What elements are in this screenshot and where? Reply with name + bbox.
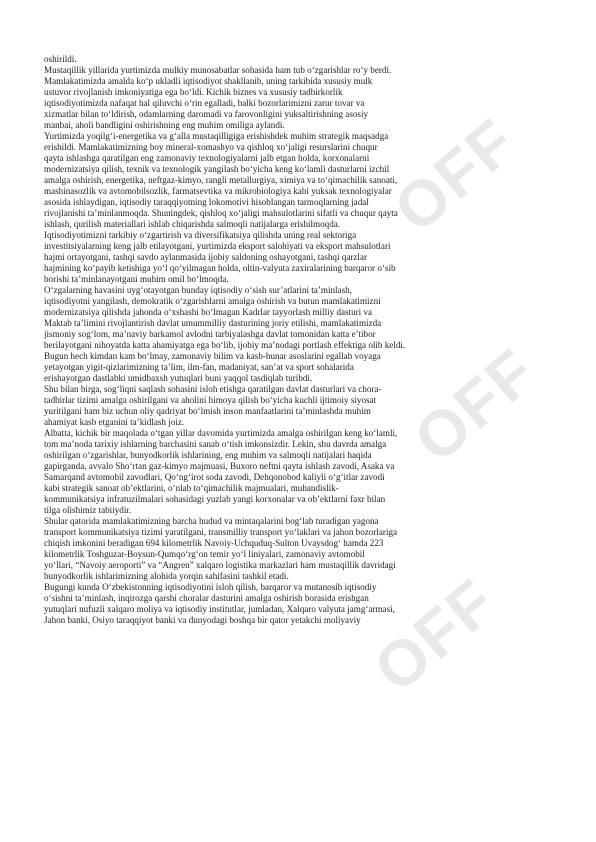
text-line: yo‘llari, “Navoiy aeroporti” va “Angren” xalqaro logistika markazlari ham mustaqillik davridagi — [44, 560, 396, 570]
text-line: Mamlakatimizda amalda ko‘p ukladli iqtisodiyot shakllanib, uning tarkibida xususiy mulk — [44, 76, 373, 86]
text-line: oshirildi. — [44, 54, 77, 64]
text-line: o‘sishni ta’minlash, inqirozga qarshi choralar dasturini amalga oshirish borasida erishgan — [44, 593, 369, 603]
document-body — [44, 54, 552, 626]
text-line: bunyodkorlik ishlarimizning alohida yorqin sahifasini tashkil etadi. — [44, 571, 289, 581]
text-line: yutuqlari nufuzli xalqaro moliya va iqtisodiy institutlar, jumladan, Xalqaro valyuta jamg‘armasi, — [44, 604, 395, 614]
text-line: transport kommunikatsiya tizimi yaratilgani, transmilliy transport yo‘laklari va jahon bozorlariga — [44, 527, 398, 537]
text-line: kommunikatsiya infratuzilmalari sohasidagi yuzlab yangi korxonalar va ob’ektlarni faxr bilan — [44, 494, 386, 504]
text-line: jismoniy sog‘lom, ma’naviy barkamol avlodni tarbiyalashga davlat tomonidan katta e’tibor — [44, 329, 376, 339]
text-line: hajmining ko‘payib ketishiga yo‘l qo‘yilmagan holda, oltin-valyuta zaxiralarining barqaror o‘sib — [44, 263, 396, 273]
text-line: Shular qatorida mamlakatimizning barcha hudud va mintaqalarini bog‘lab turadigan yagona — [44, 516, 379, 526]
text-line: Maktab ta’limini rivojlantirish davlat umummilliy dasturining joriy etilishi, mamlakatimizda — [44, 318, 382, 328]
text-line: rivojlanishi ta’minlanmoqda. Shuningdek, qishloq xo‘jaligi mahsulotlarini sifatli va chuqur qayta — [44, 208, 398, 218]
text-line: yuritilgani ham biz uchun oliy qadriyat bo‘lmish inson manfaatlarini ta’minlashda muhim — [44, 406, 371, 416]
text-line: oshirilgan o‘zgarishlar, bunyodkorlik ishlarining, eng muhim va salmoqli natijalari haqida — [44, 450, 372, 460]
text-line: xizmatlar bilan to‘ldirish, odamlarning daromadi va farovonligini yuksaltirishning asosiy — [44, 109, 369, 119]
text-line: tom ma’noda tarixiy ishlarning barchasini sanab o‘tish imkonsizdir. Lekin, shu davrda amalga — [44, 439, 387, 449]
text-line: Bugungi kunda O‘zbekistonning iqtisodiyotini isloh qilish, barqaror va mutanosib iqtisodiy — [44, 582, 377, 592]
text-line: tadbirlar tizimi amalga oshirilgani va aholini himoya qilish bo‘yicha kuchli ijtimoiy siyosat — [44, 395, 377, 405]
text-line: kabi strategik sanoat ob’ektlarini, o‘nlab to‘qimachilik majmualari, muhandislik- — [44, 483, 339, 493]
text-line: Iqtisodiyotimizni tarkibiy o‘zgartirish va diversifikatsiya qilishda uning real sektoriga — [44, 230, 357, 240]
text-line: investitsiyalarning keng jalb etilayotgani, yurtimizda eksport salohiyati va eksport mahsulotlari — [44, 241, 391, 251]
text-line: iqtisodiyotimizda nafaqat hal qiluvchi o‘rin egalladi, balki bozorlarimizni zarur tovar va — [44, 98, 365, 108]
text-line: mashinasozlik va avtomobilsozlik, farmatsevtika va mikrobiologiya kabi yuksak texnologiyalar — [44, 186, 392, 196]
text-line: kilometrlik Toshguzar-Boysun-Qumqo‘rg‘on temir yo‘l liniyalari, zamonaviy avtomobil — [44, 549, 365, 559]
text-line: ustuvor rivojlanish imkoniyatiga ega bo‘ldi. Kichik biznes va xususiy tadbirkorlik — [44, 87, 343, 97]
text-line: asosida ishlaydigan, iqtisodiy taraqqiyotning lokomotivi hisoblangan tarmoqlarning jadal — [44, 197, 369, 207]
text-line: erishildi. Mamlakatimizning boy mineral-xomashyo va qishloq xo‘jaligi resurslarini chuqur — [44, 142, 378, 152]
text-line: Jahon banki, Osiyo taraqqiyot banki va dunyodagi boshqa bir qator yetakchi moliyaviy — [44, 615, 361, 625]
watermark-2: OFF — [400, 334, 550, 476]
text-line: tilga olishimiz tabiiydir. — [44, 505, 132, 515]
text-line: gapirganda, avvalo Sho‘rtan gaz-kimyo majmuasi, Buxoro neftni qayta ishlash zavodi, Asaka va — [44, 461, 395, 471]
text-line: hajmi ortayotgani, tashqi savdo aylanmasida ijobiy saldoning oshayotgani, tashqi qarzlar — [44, 252, 368, 262]
text-line: chiqish imkonini beradigan 694 kilometrlik Navoiy-Uchquduq-Sulton Uvaysdog‘ hamda 223 — [44, 538, 384, 548]
text-line: yetayotgan yigit-qizlarimizning ta’lim, ilm-fan, madaniyat, san’at va sport sohalarida — [44, 362, 354, 372]
text-line: amalga oshirish, energetika, neftgaz-kimyo, rangli metallurgiya, ximiya va to‘qimachilik sanoati, — [44, 175, 398, 185]
text-line: O‘zgalarning havasini uyg‘otayotgan bunday iqtisodiy o‘sish sur’atlarini ta’minlash, — [44, 285, 352, 295]
text-line: Bugun hech kimdan kam bo‘lmay, zamonaviy bilim va kasb-hunar asoslarini egallab voyaga — [44, 351, 381, 361]
text-line: ahamiyat kasb etganini ta’kidlash joiz. — [44, 417, 185, 427]
text-line: qayta ishlashga qaratilgan eng zamonaviy texnologiyalarni jalb etgan holda, korxonalarni — [44, 153, 370, 163]
text-line: manbai, aholi bandligini oshirishning eng muhim omiliga aylandi. — [44, 120, 285, 130]
text-line: modernizatsiya qilishda jahonda o‘xshashi bo‘lmagan Kadrlar tayyorlash milliy dasturi va — [44, 307, 373, 317]
text-line: berilayotgani nihoyatda katta ahamiyatga ega bo‘lib, ijobiy ma’nodagi portlash effektiga olib keldi. — [44, 340, 406, 350]
text-line: Yurtimizda yoqilg‘i-energetika va g‘alla mustaqilligiga erishishdek muhim strategik maqsadga — [44, 131, 389, 141]
text-line: iqtisodiyotni yangilash, demokratik o‘zgarishlarni amalga oshirish va butun mamlakatimizni — [44, 296, 381, 306]
text-line: borishi ta’minlanayotgani muhim omil bo‘lmoqda. — [44, 274, 229, 284]
text-line: modernizatsiya qilish, texnik va texnologik yangilash bo‘yicha keng ko‘lamli dasturlarni izchil — [44, 164, 390, 174]
text-line: Samarqand avtomobil zavodlari, Qo‘ng‘irot soda zavodi, Dehqonobod kaliyli o‘g‘itlar zavodi — [44, 472, 385, 482]
watermark-1: OFF — [380, 104, 530, 246]
text-line: ishlash, qurilish materiallari ishlab chiqarishda salmoqli natijalarga erishilmoqda. — [44, 219, 341, 229]
text-line: erishayotgan dastlabki umidbaxsh yutuqlari buni yaqqol tasdiqlab turibdi. — [44, 373, 313, 383]
text-line: Mustaqillik yillarida yurtimizda mulkiy munosabatlar sohasida ham tub o‘zgarishlar ro‘y berdi. — [44, 65, 392, 75]
text-line: Albatta, kichik bir maqolada o‘tgan yillar davomida yurtimizda amalga oshirilgan keng ko‘lamli, — [44, 428, 398, 438]
watermark-3: OFF — [360, 564, 510, 706]
text-line: Shu bilan birga, sog‘liqni saqlash sohasini isloh etishga qaratilgan davlat dasturlari va chora- — [44, 384, 382, 394]
